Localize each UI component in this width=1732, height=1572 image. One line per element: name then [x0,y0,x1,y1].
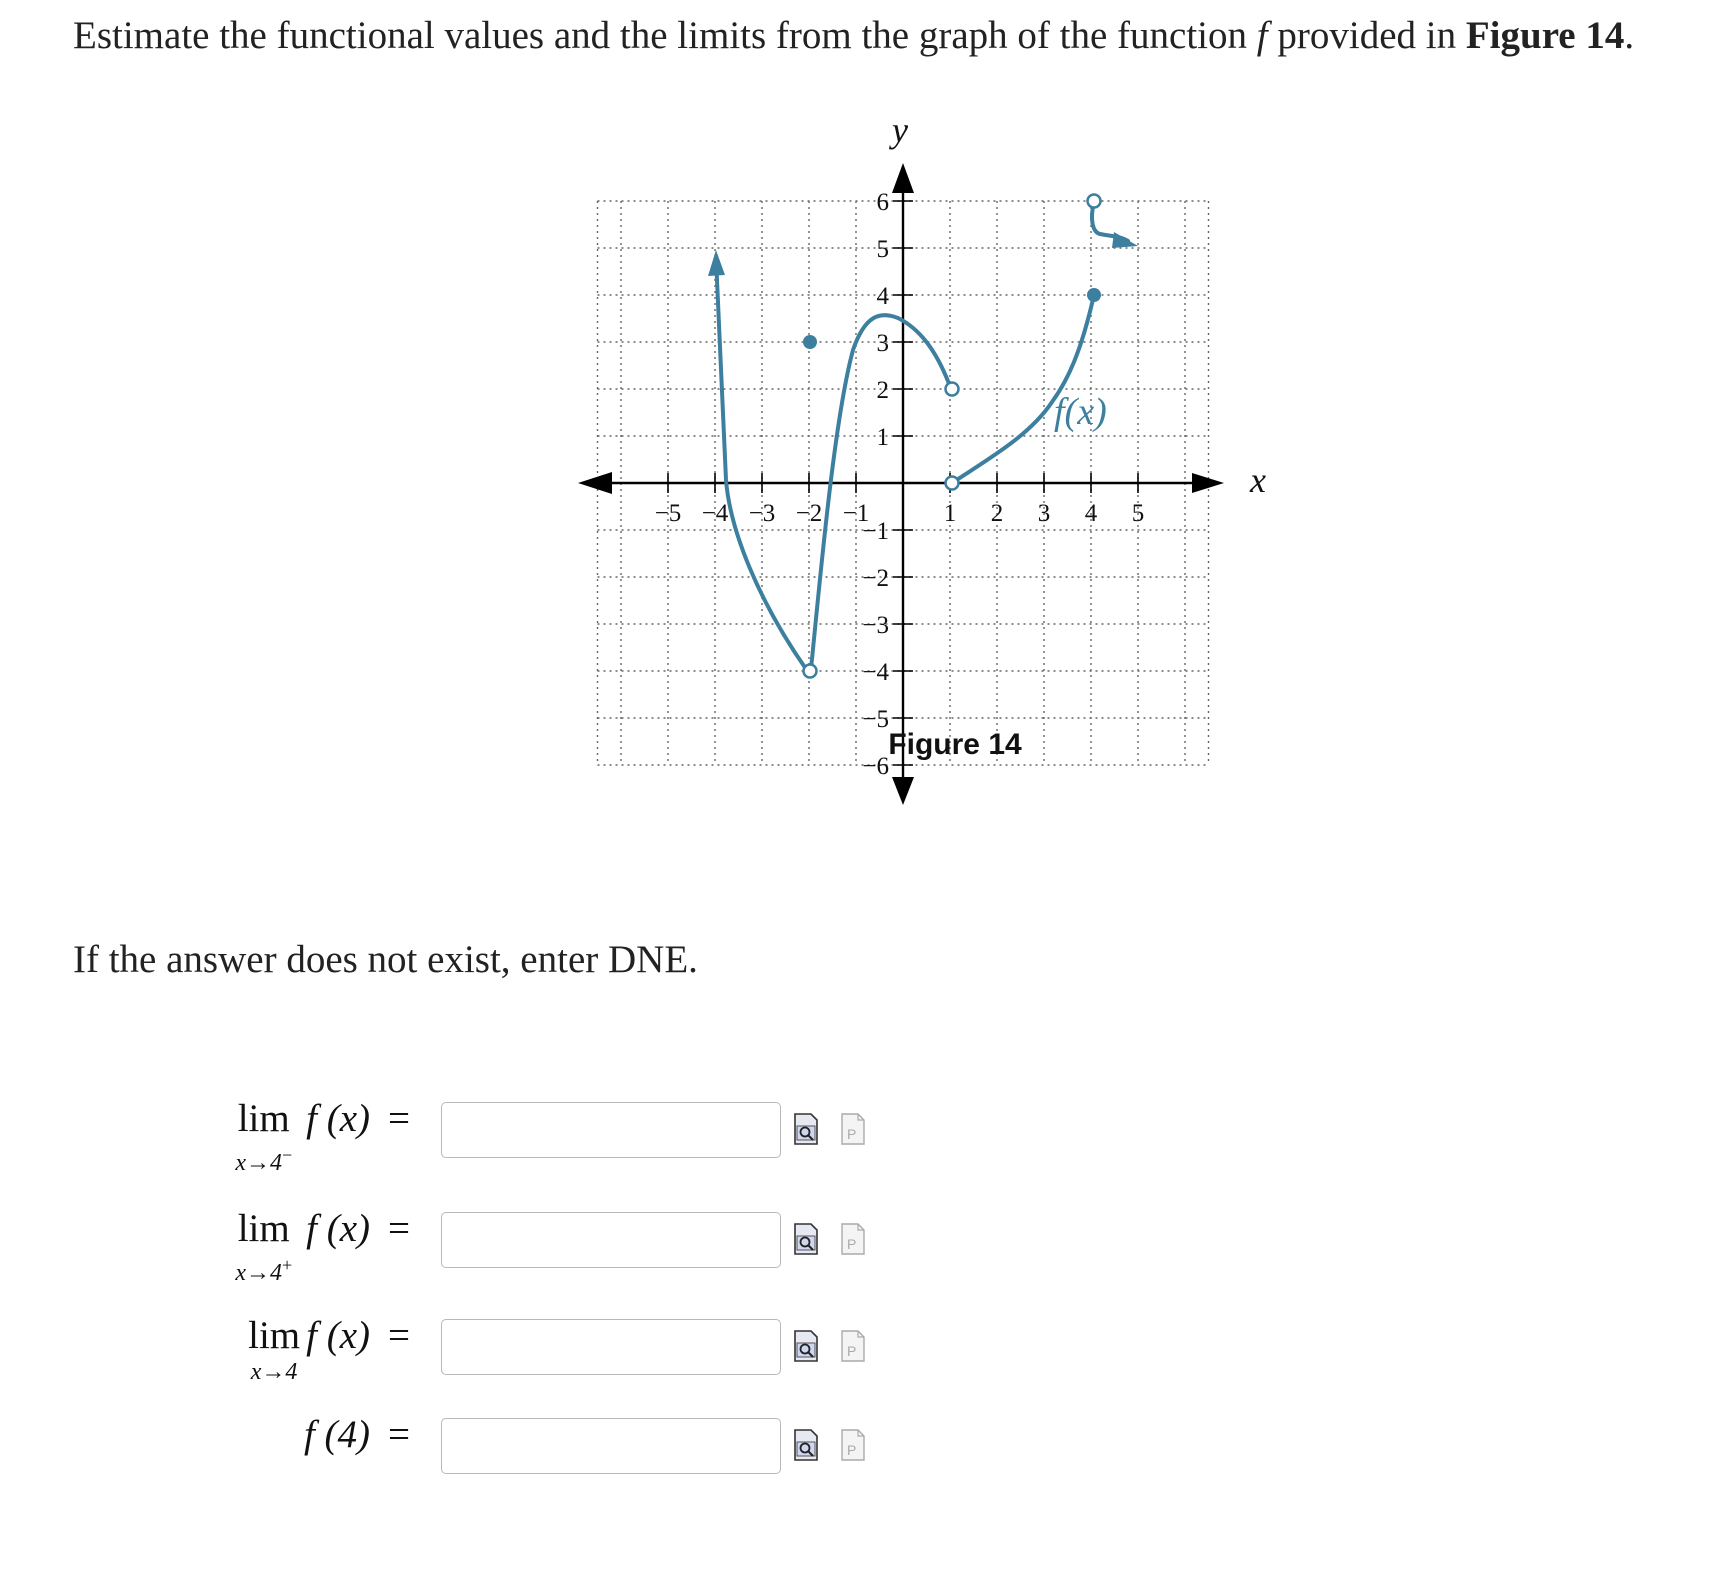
prompt-text-end: . [1624,14,1635,57]
function-expression: f (4) [303,1413,370,1456]
x-tick-label: 4 [1084,500,1098,527]
open-point-neg2-neg4 [804,665,817,678]
y-tick-label: −6 [862,753,889,780]
curve-left-branch [716,258,806,669]
svg-text:P: P [847,1126,857,1142]
y-tick-label: 1 [876,424,889,451]
x-tick-label: 2 [990,500,1004,527]
x-tick-label: 5 [1131,500,1145,527]
graph-axes [592,175,1198,785]
open-point-1-2 [946,383,959,396]
prompt-text-mid: provided in [1277,14,1457,57]
equals-sign: = [388,1413,410,1456]
closed-point-4-4 [1087,288,1101,302]
format-help-icon[interactable] [840,1428,866,1462]
x-tick-label: −5 [654,500,682,527]
preview-magnifier-icon[interactable] [793,1428,819,1462]
y-axis-label: y [892,110,908,150]
svg-text:P: P [847,1343,857,1359]
lim-label: lim [237,1207,290,1250]
lim-label: lim [248,1314,301,1357]
two-sided-limit-answer-input[interactable] [441,1319,781,1375]
function-value-expression [304,1412,410,1482]
y-axis-up-arrow-icon [892,163,914,193]
y-tick-label: −2 [862,565,889,592]
lim-subscript: x→4− [235,1145,293,1176]
figure-caption: Figure 14 [888,728,1022,761]
y-axis-down-arrow-icon [892,777,914,805]
y-tick-label: −3 [862,612,889,639]
format-help-icon[interactable] [840,1112,866,1146]
function-value-answer-input[interactable] [441,1418,781,1474]
question-row-right-limit [0,1206,1732,1286]
function-graph [560,100,1266,800]
y-tick-label: 2 [876,377,889,404]
right-limit-expression [235,1206,410,1286]
instruction-text: If the answer does not exist, enter DNE. [73,938,698,981]
curve-right-arrow-icon [1112,232,1138,248]
x-tick-label: −3 [748,500,776,527]
y-tick-label: −5 [862,706,889,733]
equals-sign: = [388,1314,410,1357]
equals-sign: = [388,1097,410,1140]
left-limit-expression [235,1096,410,1176]
right-limit-answer-input[interactable] [441,1212,781,1268]
preview-magnifier-icon[interactable] [793,1112,819,1146]
closed-point-neg2-3 [803,335,817,349]
function-graph-figure [560,100,1266,800]
question-row-left-limit [0,1096,1732,1176]
x-tick-label: −4 [701,500,729,527]
y-tick-label: 5 [876,236,889,263]
x-axis-left-arrow-icon [578,472,612,494]
preview-magnifier-icon[interactable] [793,1222,819,1256]
lim-subscript: x→4 [250,1359,298,1385]
function-expression: f (x) [306,1207,370,1250]
figure-reference: Figure 14 [1465,14,1625,57]
y-tick-label: 3 [876,330,889,357]
curve-left-up-arrow-icon [708,250,725,276]
y-tick-label: 6 [876,189,889,216]
lim-label: lim [237,1097,290,1140]
svg-text:P: P [847,1236,857,1252]
open-point-4-6 [1088,195,1101,208]
curve-right-branch [955,295,1094,481]
function-symbol: f [1256,14,1268,57]
two-sided-limit-expression [248,1313,410,1383]
format-help-icon[interactable] [840,1329,866,1363]
prompt-text-before: Estimate the functional values and the limits from the graph of the function [73,14,1248,57]
function-expression: f (x) [306,1097,370,1140]
open-point-1-0 [946,477,959,490]
preview-magnifier-icon[interactable] [793,1329,819,1363]
function-expression: f (x) [306,1314,370,1357]
y-tick-label: −1 [862,518,889,545]
x-tick-label: −2 [795,500,823,527]
x-tick-label: −1 [842,500,870,527]
question-row-function-value [0,1412,1732,1482]
y-tick-label: 4 [876,283,889,310]
x-axis-label: x [1250,460,1266,500]
question-prompt [73,10,1713,62]
equals-sign: = [388,1207,410,1250]
left-limit-answer-input[interactable] [441,1102,781,1158]
question-row-two-sided-limit [0,1313,1732,1383]
x-tick-label: 1 [943,500,957,527]
curve-label: f(x) [1054,391,1107,433]
svg-text:P: P [847,1442,857,1458]
y-tick-label: −4 [862,659,889,686]
lim-subscript: x→4+ [235,1255,293,1286]
x-tick-label: 3 [1037,500,1051,527]
format-help-icon[interactable] [840,1222,866,1256]
